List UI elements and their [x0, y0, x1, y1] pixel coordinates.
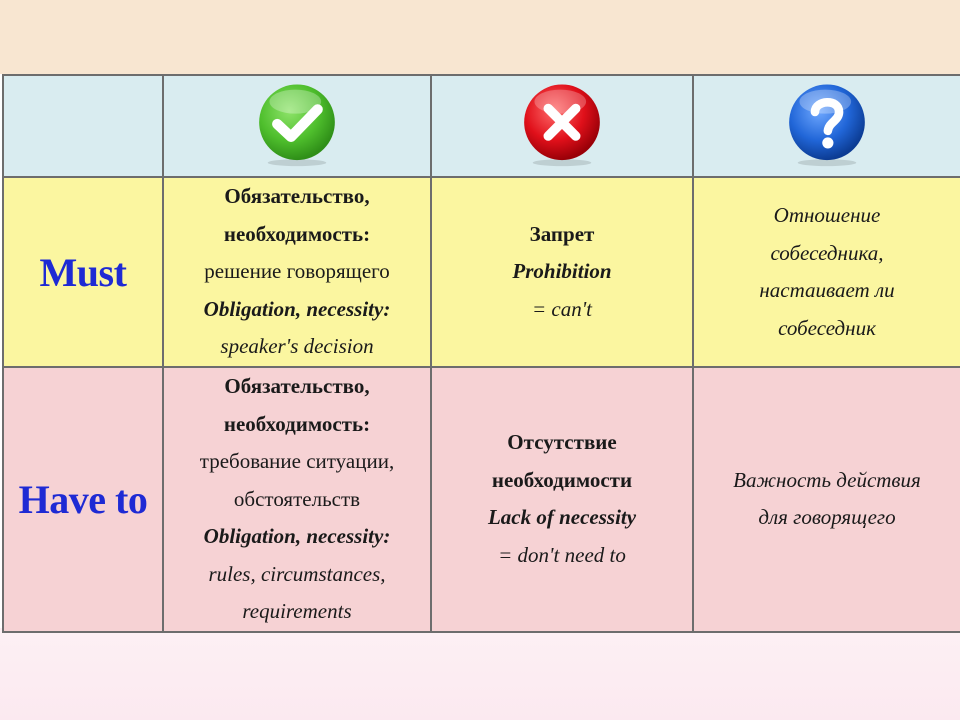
have-to-lack-equiv: = don't need to [498, 542, 626, 567]
header-attitude-cell [693, 75, 960, 177]
have-to-obligation-en-desc-1: rules, circumstances, [208, 561, 386, 586]
have-to-lack-en: Lack of necessity [487, 505, 637, 530]
must-attitude-line-2: собеседника, [770, 240, 884, 265]
must-prohibition-equiv: = can't [531, 296, 593, 321]
must-obligation-ru-desc: решение говорящего [204, 259, 390, 284]
must-obligation-ru-title-1: Обязательство, [224, 184, 370, 209]
have-to-lack-ru-1: Отсутствие [507, 430, 617, 455]
question-icon [784, 81, 870, 167]
have-to-obligation-en-desc-2: requirements [242, 599, 352, 623]
have-to-importance-line-1: Важность действия [733, 467, 921, 492]
header-obligation-cell [163, 75, 431, 177]
header-prohibition-cell [431, 75, 693, 177]
have-to-obligation-ru-desc-2: обстоятельств [233, 486, 361, 511]
must-attitude-line-3: настаивает ли [759, 278, 895, 302]
check-icon [254, 81, 340, 167]
cross-icon [519, 81, 605, 167]
have-to-obligation-ru-title-1: Обязательство, [224, 374, 370, 398]
row-have-to [3, 367, 960, 632]
must-obligation-en-desc: speaker's decision [220, 334, 374, 359]
must-prohibition-en: Prohibition [512, 259, 612, 284]
have-to-obligation-en-title: Obligation, necessity: [203, 524, 391, 548]
modal-verbs-comparison-table [2, 74, 960, 633]
must-prohibition-ru: Запрет [529, 221, 595, 246]
row-must [3, 177, 960, 367]
header-empty-cell [3, 75, 163, 177]
have-to-obligation-ru-desc-1: требование ситуации, [199, 449, 395, 473]
have-to-obligation-cell [163, 367, 431, 632]
have-to-lack-ru-2: необходимости [491, 467, 633, 492]
header-row [3, 75, 960, 177]
have-to-importance-line-2: для говорящего [758, 505, 896, 530]
must-obligation-cell [163, 177, 431, 367]
have-to-importance-cell [693, 367, 960, 632]
must-attitude-cell [693, 177, 960, 367]
modal-label-have-to: Have to [3, 367, 163, 632]
bottom-background-band [0, 628, 960, 720]
must-attitude-line-1: Отношение [773, 203, 881, 227]
have-to-lack-cell [431, 367, 693, 632]
must-obligation-ru-title-2: необходимость: [223, 221, 371, 246]
must-prohibition-cell [431, 177, 693, 367]
top-background-band [0, 0, 960, 74]
have-to-obligation-ru-title-2: необходимость: [223, 411, 371, 436]
must-attitude-line-4: собеседник [778, 315, 876, 340]
must-obligation-en-title: Obligation, necessity: [203, 296, 391, 321]
modal-label-must: Must [3, 177, 163, 367]
